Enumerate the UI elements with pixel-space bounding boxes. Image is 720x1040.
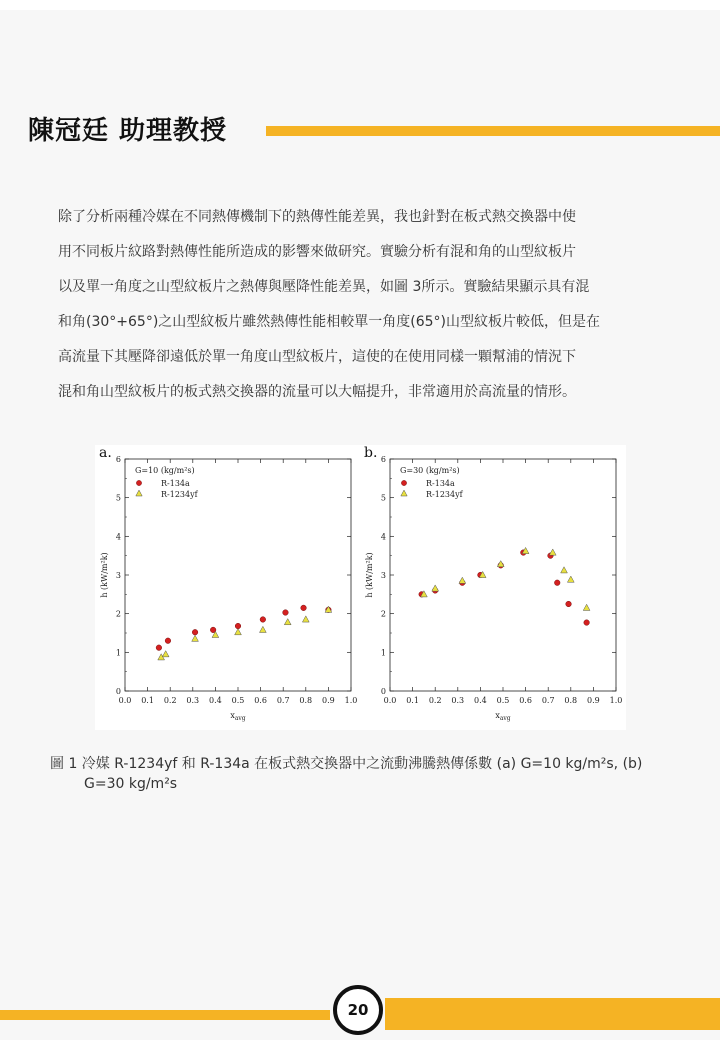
legend-label: R-134a	[426, 479, 455, 488]
y-axis-label: h (kW/m²k)	[100, 552, 109, 598]
data-point-r134a	[165, 638, 171, 644]
paragraph-line: 高流量下其壓降卻遠低於單一角度山型紋板片，這使的在使用同樣一顆幫浦的情況下	[58, 349, 576, 365]
data-point-r134a	[156, 645, 162, 651]
legend-label: R-1234yf	[426, 490, 463, 499]
y-tick-label: 0	[380, 687, 386, 696]
y-tick-label: 5	[380, 493, 386, 503]
legend-label: R-1234yf	[161, 490, 198, 499]
x-tick-label: 0.0	[383, 696, 397, 705]
y-tick-label: 1	[380, 648, 386, 658]
x-tick-label: 1.0	[609, 696, 623, 705]
x-tick-label: 0.4	[474, 696, 487, 705]
y-tick-label: 3	[115, 571, 121, 580]
x-tick-label: 0.4	[209, 696, 222, 705]
data-point-r134a	[192, 629, 198, 635]
y-tick-label: 2	[380, 609, 386, 619]
y-tick-label: 5	[115, 493, 121, 503]
plot-frame	[125, 459, 351, 691]
y-axis-label: h (kW/m²k)	[365, 552, 374, 598]
panel-label: a.	[99, 445, 112, 461]
figure-svg	[95, 445, 626, 730]
x-tick-label: 0.7	[541, 696, 555, 705]
y-tick-label: 3	[380, 571, 386, 580]
x-tick-label: 0.2	[428, 696, 442, 705]
x-tick-label: 0.1	[406, 696, 419, 705]
chart-annotation: G=10 (kg/m²s)	[135, 466, 195, 475]
legend-marker-r134a	[401, 480, 406, 485]
figure	[95, 445, 626, 730]
panel-label: b.	[364, 445, 378, 461]
y-tick-label: 4	[380, 532, 386, 542]
data-point-r134a	[554, 580, 560, 586]
x-tick-label: 0.6	[519, 696, 532, 705]
x-tick-label: 0.3	[186, 696, 200, 705]
y-tick-label: 4	[115, 532, 121, 542]
title-accent-bar	[266, 126, 720, 136]
chart-annotation: G=30 (kg/m²s)	[400, 466, 460, 475]
x-tick-label: 0.5	[496, 696, 510, 705]
data-point-r134a	[283, 610, 289, 616]
x-axis-label: $x_{avg}$	[230, 711, 246, 722]
plot-frame	[390, 459, 616, 691]
figure-caption	[50, 754, 680, 794]
data-point-r134a	[566, 601, 572, 607]
x-tick-label: 1.0	[344, 696, 358, 705]
page-number: 20	[333, 985, 383, 1035]
x-tick-label: 0.9	[587, 696, 600, 705]
paragraph-line: 混和角山型紋板片的板式熱交換器的流量可以大幅提升，非常適用於高流量的情形。	[58, 384, 576, 400]
y-tick-label: 0	[115, 687, 121, 696]
footer-bar-left	[0, 1010, 330, 1020]
x-tick-label: 0.7	[276, 696, 290, 705]
x-tick-label: 0.8	[299, 696, 313, 705]
y-tick-label: 6	[115, 455, 121, 464]
paragraph-line: 和角(30°+65°)之山型紋板片雖然熱傳性能相較單一角度(65°)山型紋板片較低，但是在	[58, 314, 601, 330]
data-point-r134a	[584, 620, 590, 626]
data-point-r134a	[260, 617, 266, 623]
x-tick-label: 0.6	[254, 696, 267, 705]
page-title: 陳冠廷 助理教授	[28, 116, 228, 146]
paragraph-line: 除了分析兩種冷媒在不同熱傳機制下的熱傳性能差異，我也針對在板式熱交換器中使	[58, 209, 576, 225]
x-tick-label: 0.5	[231, 696, 245, 705]
x-tick-label: 0.9	[322, 696, 335, 705]
x-tick-label: 0.2	[163, 696, 177, 705]
legend-marker-r134a	[136, 480, 141, 485]
legend-label: R-134a	[161, 479, 190, 488]
paragraph-line: 以及單一角度之山型紋板片之熱傳與壓降性能差異，如圖 3所示。實驗結果顯示具有混	[58, 279, 590, 295]
data-point-r134a	[235, 623, 241, 629]
caption-line-2: G=30 kg/m²s	[84, 776, 178, 792]
y-tick-label: 2	[115, 609, 121, 619]
top-strip	[0, 0, 720, 10]
caption-line-1: 圖 1 冷媒 R-1234yf 和 R-134a 在板式熱交換器中之流動沸騰熱傳係數 (a) G=10 kg/m²s, (b)	[50, 756, 643, 772]
x-tick-label: 0.3	[451, 696, 465, 705]
paragraph-line: 用不同板片紋路對熱傳性能所造成的影響來做研究。實驗分析有混和角的山型紋板片	[58, 244, 576, 260]
x-tick-label: 0.0	[118, 696, 132, 705]
x-axis-label: $x_{avg}$	[495, 711, 511, 722]
y-tick-label: 6	[380, 455, 386, 464]
footer-bar-right	[385, 998, 720, 1030]
body-paragraph	[58, 200, 668, 410]
y-tick-label: 1	[115, 648, 121, 658]
x-tick-label: 0.1	[141, 696, 154, 705]
data-point-r134a	[301, 605, 307, 611]
x-tick-label: 0.8	[564, 696, 578, 705]
